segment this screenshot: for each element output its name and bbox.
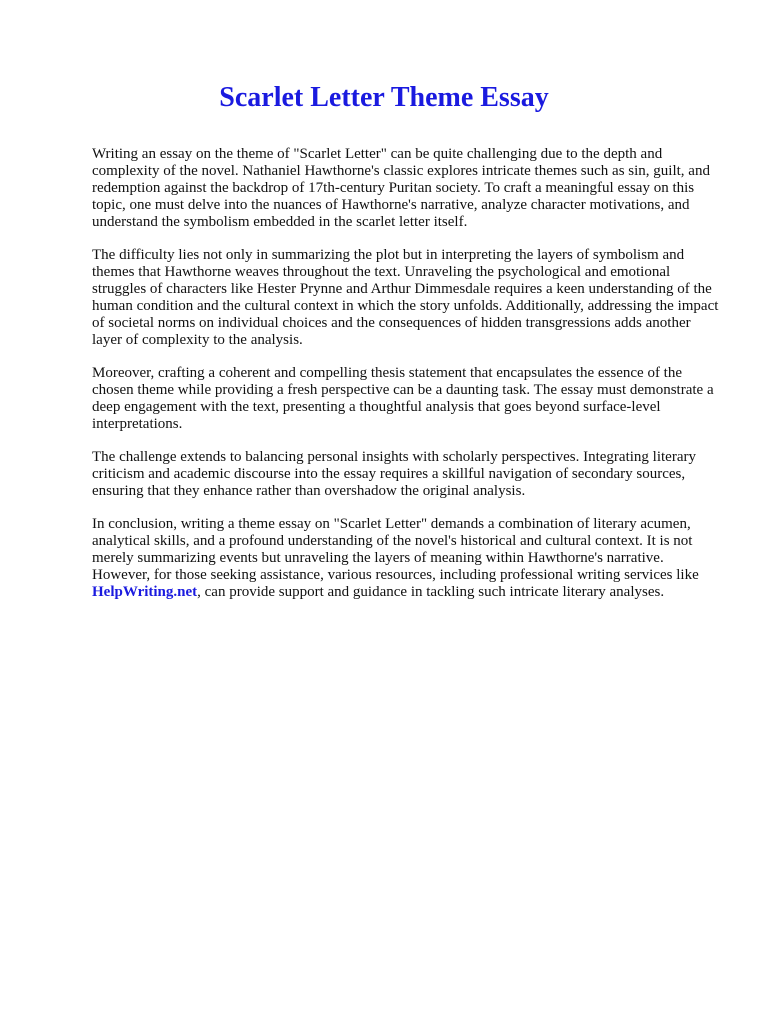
paragraph-conclusion <box>92 516 722 601</box>
paragraph-3: Moreover, crafting a coherent and compelling thesis statement that encapsulates the essence of the chosen theme while providing a fresh perspective can be a daunting task. The essay must demonstrate a deep engagement with the text, presenting a thoughtful analysis that goes beyond surface-level interpretations. <box>92 365 714 432</box>
paragraph-1: Writing an essay on the theme of "Scarlet Letter" can be quite challenging due to the depth and complexity of the novel. Nathaniel Hawthorne's classic explores intricate themes such as sin, guilt, and redemption against the backdrop of 17th-century Puritan society. To craft a meaningful essay on this topic, one must delve into the nuances of Hawthorne's narrative, analyze character motivations, and understand the symbolism embedded in the scarlet letter itself. <box>92 146 710 230</box>
document-title: Scarlet Letter Theme Essay <box>219 82 549 113</box>
conclusion-text-after-link: , can provide support and guidance in tackling such intricate literary analyses. <box>197 584 665 600</box>
conclusion-text-before-link: In conclusion, writing a theme essay on "Scarlet Letter" demands a combination of literary acumen, analytical skills, and a profound understanding of the novel's historical and cultural context. It is not merely summarizing events but unraveling the layers of meaning within Hawthorne's narrative. However, for those seeking assistance, various resources, including professional writing services like <box>92 516 699 583</box>
document-body <box>92 146 722 617</box>
paragraph-2: The difficulty lies not only in summarizing the plot but in interpreting the layers of symbolism and themes that Hawthorne weaves throughout the text. Unraveling the psychological and emotional struggles of characters like Hester Prynne and Arthur Dimmesdale requires a keen understanding of the human condition and the cultural context in which the story unfolds. Additionally, addressing the impact of societal norms on individual choices and the consequences of hidden transgressions adds another layer of complexity to the analysis. <box>92 247 719 348</box>
helpwriting-link[interactable]: HelpWriting.net <box>92 584 198 600</box>
paragraph-4: The challenge extends to balancing personal insights with scholarly perspectives. Integrating literary criticism and academic discourse into the essay requires a skillful navigation of secondary sources, ensuring that they enhance rather than overshadow the original analysis. <box>92 449 696 499</box>
